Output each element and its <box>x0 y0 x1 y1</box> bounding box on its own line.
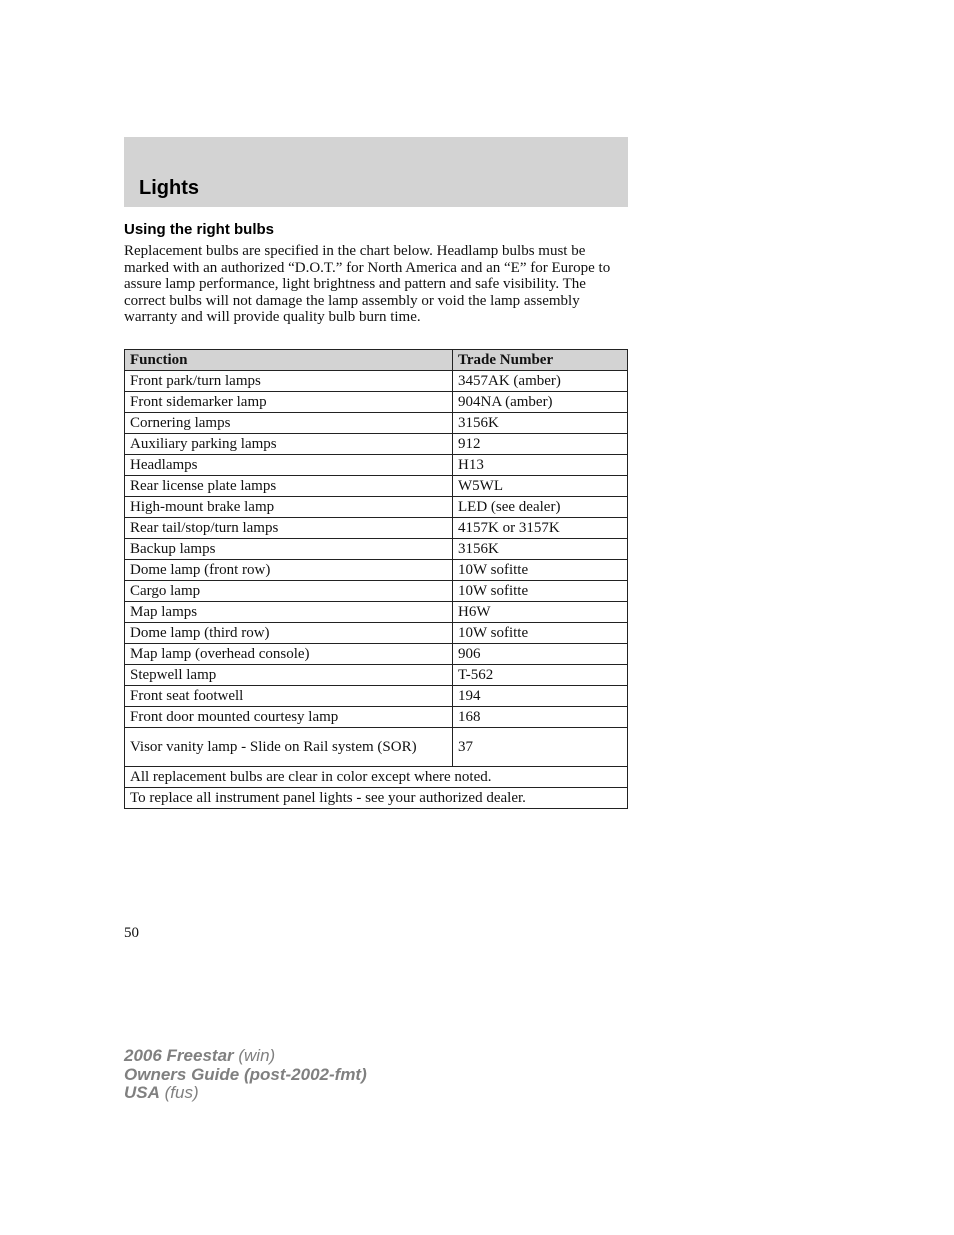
function-cell: Dome lamp (front row) <box>125 560 453 581</box>
column-header-function: Function <box>125 350 453 371</box>
trade-number-cell: 3156K <box>453 413 628 434</box>
footer-market: USA <box>124 1083 160 1102</box>
footer-line-market <box>124 1084 367 1103</box>
bulb-table <box>124 349 628 809</box>
footer-line-guide <box>124 1066 367 1085</box>
trade-number-cell: H13 <box>453 455 628 476</box>
trade-number-cell: 904NA (amber) <box>453 392 628 413</box>
footer-market-code: (fus) <box>159 1083 199 1102</box>
function-cell: Auxiliary parking lamps <box>125 434 453 455</box>
trade-number-cell: 3156K <box>453 539 628 560</box>
function-cell: Cargo lamp <box>125 581 453 602</box>
table-row <box>125 602 628 623</box>
footer-line-model <box>124 1047 367 1066</box>
footer-model: 2006 Freestar <box>124 1046 234 1065</box>
trade-number-cell: 3457AK (amber) <box>453 371 628 392</box>
function-cell: Front park/turn lamps <box>125 371 453 392</box>
table-note-row <box>125 788 628 809</box>
table-row <box>125 581 628 602</box>
table-row <box>125 392 628 413</box>
function-cell: Front door mounted courtesy lamp <box>125 707 453 728</box>
trade-number-cell: 10W sofitte <box>453 581 628 602</box>
chapter-header-band <box>124 137 628 207</box>
function-cell: Stepwell lamp <box>125 665 453 686</box>
trade-number-cell: 194 <box>453 686 628 707</box>
table-row <box>125 728 628 767</box>
table-row <box>125 455 628 476</box>
trade-number-cell: 10W sofitte <box>453 623 628 644</box>
table-row <box>125 497 628 518</box>
trade-number-cell: 37 <box>453 728 628 767</box>
trade-number-cell: H6W <box>453 602 628 623</box>
table-row <box>125 518 628 539</box>
function-cell: Front seat footwell <box>125 686 453 707</box>
trade-number-cell: 4157K or 3157K <box>453 518 628 539</box>
trade-number-cell: 10W sofitte <box>453 560 628 581</box>
function-cell: Backup lamps <box>125 539 453 560</box>
table-row <box>125 371 628 392</box>
function-cell: Headlamps <box>125 455 453 476</box>
table-row <box>125 434 628 455</box>
table-row <box>125 686 628 707</box>
footer-model-code: (win) <box>233 1046 276 1065</box>
function-cell: Front sidemarker lamp <box>125 392 453 413</box>
chapter-title: Lights <box>139 177 199 199</box>
trade-number-cell: T-562 <box>453 665 628 686</box>
table-row <box>125 539 628 560</box>
column-header-trade-number: Trade Number <box>453 350 628 371</box>
function-cell: Map lamps <box>125 602 453 623</box>
table-note: To replace all instrument panel lights - see your authorized dealer. <box>125 788 628 809</box>
function-cell: Dome lamp (third row) <box>125 623 453 644</box>
function-cell: Visor vanity lamp - Slide on Rail system (SOR) <box>125 728 453 767</box>
section-title: Using the right bulbs <box>124 221 274 238</box>
document-footer <box>124 1047 367 1103</box>
function-cell: Map lamp (overhead console) <box>125 644 453 665</box>
trade-number-cell: W5WL <box>453 476 628 497</box>
table-note: All replacement bulbs are clear in color except where noted. <box>125 767 628 788</box>
function-cell: Cornering lamps <box>125 413 453 434</box>
table-row <box>125 560 628 581</box>
trade-number-cell: 168 <box>453 707 628 728</box>
table-note-row <box>125 767 628 788</box>
table-row <box>125 476 628 497</box>
table-row <box>125 413 628 434</box>
table-row <box>125 644 628 665</box>
trade-number-cell: 912 <box>453 434 628 455</box>
table-row <box>125 707 628 728</box>
function-cell: High-mount brake lamp <box>125 497 453 518</box>
table-row <box>125 623 628 644</box>
intro-paragraph: Replacement bulbs are specified in the chart below. Headlamp bulbs must be marked with an authorized “D.O.T.” for North America and an “E” for Europe to assure lamp performance, light brightness and pattern and safe visibility. The correct bulbs will not damage the lamp assembly or void the lamp assembly warranty and will provide quality bulb burn time. <box>124 243 611 325</box>
trade-number-cell: LED (see dealer) <box>453 497 628 518</box>
function-cell: Rear license plate lamps <box>125 476 453 497</box>
table-row <box>125 665 628 686</box>
trade-number-cell: 906 <box>453 644 628 665</box>
page-number: 50 <box>124 925 139 941</box>
function-cell: Rear tail/stop/turn lamps <box>125 518 453 539</box>
table-header-row <box>125 350 628 371</box>
footer-guide: Owners Guide (post-2002-fmt) <box>124 1064 367 1084</box>
